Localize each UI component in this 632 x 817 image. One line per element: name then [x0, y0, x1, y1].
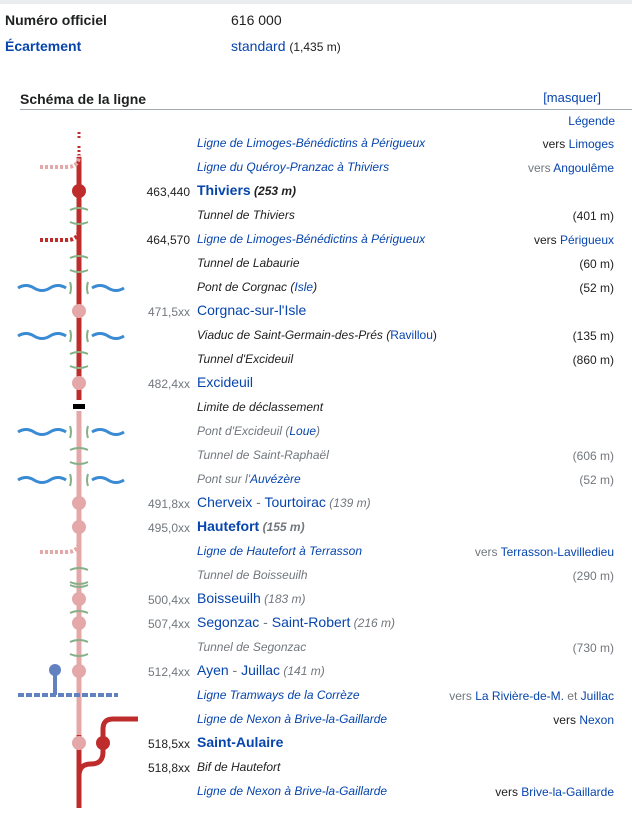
route-link[interactable]: Ligne Tramways de la Corrèze [197, 688, 360, 702]
route-link[interactable]: Excideuil [197, 374, 254, 390]
destination-link[interactable]: Juillac [580, 689, 614, 703]
route-label [197, 400, 323, 414]
route-right-info [543, 137, 614, 151]
route-link[interactable]: Loue [289, 424, 317, 438]
route-label [197, 328, 437, 342]
route-right-info [495, 785, 614, 799]
route-row [0, 492, 632, 516]
route-right-info [528, 161, 614, 175]
station-label [197, 590, 306, 606]
route-label [197, 784, 387, 798]
route-right-info [449, 689, 614, 703]
route-label [197, 160, 389, 174]
route-text: Pont sur l' [197, 472, 250, 486]
route-link[interactable]: Thiviers [197, 182, 251, 198]
route-row [0, 660, 632, 684]
route-label [197, 232, 425, 246]
km-marker: 518,8xx [147, 761, 190, 775]
km-marker: 491,8xx [147, 497, 190, 511]
route-row [0, 156, 632, 180]
route-text: (216 m) [350, 616, 396, 630]
route-link[interactable]: Auvézère [249, 472, 301, 486]
route-text: ) [432, 328, 437, 342]
route-text: Tunnel de Labaurie [197, 256, 300, 270]
right-text: vers [542, 137, 569, 151]
km-marker: 518,5xx [147, 737, 190, 751]
route-row [0, 180, 632, 204]
route-right-info [534, 233, 614, 247]
route-link[interactable]: Ligne de Limoges-Bénédictins à Périgueux [197, 136, 426, 150]
route-text: (253 m) [250, 184, 297, 198]
km-marker: 500,4xx [147, 593, 190, 607]
route-link[interactable]: Isle [294, 280, 314, 294]
right-text: (52 m) [579, 473, 614, 487]
route-row [0, 132, 632, 156]
km-marker: 495,0xx [147, 521, 190, 535]
route-row [0, 396, 632, 420]
destination-link[interactable]: Brive-la-Gaillarde [521, 785, 614, 799]
route-row [0, 300, 632, 324]
route-row [0, 228, 632, 252]
station-label [197, 182, 296, 198]
route-row [0, 252, 632, 276]
route-right-info [573, 641, 614, 655]
route-right-info [553, 713, 614, 727]
route-row [0, 684, 632, 708]
right-text: vers [553, 713, 580, 727]
km-marker: 471,5xx [147, 305, 190, 319]
km-marker: 463,440 [146, 185, 190, 199]
route-right-info [573, 449, 614, 463]
route-text: Viaduc de Saint-Germain-des-Prés ( [197, 328, 391, 342]
route-row [0, 516, 632, 540]
station-label [197, 518, 305, 534]
route-right-info [579, 257, 614, 271]
route-row [0, 276, 632, 300]
route-row [0, 540, 632, 564]
route-row [0, 612, 632, 636]
route-right-info [573, 569, 614, 583]
route-row [0, 372, 632, 396]
right-text: vers [527, 161, 554, 175]
ecartement-value [231, 35, 341, 58]
route-text: (139 m) [325, 496, 371, 510]
route-right-info [573, 329, 614, 343]
right-text: (52 m) [579, 281, 614, 295]
route-text: - [259, 614, 272, 630]
km-marker: 512,4xx [147, 665, 190, 679]
numero-value: 616 000 [231, 12, 282, 28]
route-label [197, 208, 295, 222]
destination-link[interactable]: Nexon [579, 713, 614, 727]
route-link[interactable]: Ligne de Hautefort à Terrasson [197, 544, 362, 558]
destination-link[interactable]: Limoges [568, 137, 614, 151]
route-row [0, 732, 632, 756]
route-link[interactable]: Saint-Robert [271, 614, 351, 630]
destination-link[interactable]: La Rivière-de-M. [475, 689, 564, 703]
route-row [0, 348, 632, 372]
route-text: Tunnel d'Excideuil [197, 352, 294, 366]
route-label [197, 544, 362, 558]
route-link[interactable]: Ayen [197, 662, 229, 678]
station-label [197, 374, 253, 390]
right-text: (290 m) [572, 569, 614, 583]
route-row [0, 204, 632, 228]
destination-link[interactable]: Périgueux [559, 233, 614, 247]
route-text: (155 m) [259, 520, 305, 534]
route-label [197, 472, 301, 486]
route-row [0, 780, 632, 804]
station-label [197, 302, 306, 318]
route-text: Tunnel de Boisseuilh [197, 568, 308, 582]
route-text: Pont de Corgnac ( [197, 280, 295, 294]
route-link[interactable]: Ligne de Nexon à Brive-la-Gaillarde [197, 784, 388, 798]
route-link[interactable]: Corgnac-sur-l'Isle [197, 302, 307, 318]
legende-link[interactable]: Légende [568, 114, 615, 128]
route-text: ) [313, 280, 318, 294]
route-right-info [573, 353, 614, 367]
route-row [0, 444, 632, 468]
route-link[interactable]: Boisseuilh [197, 590, 261, 606]
station-label [197, 662, 325, 678]
km-marker: 464,570 [146, 233, 190, 247]
route-link[interactable]: Ligne de Limoges-Bénédictins à Périgueux [197, 232, 426, 246]
route-text: Tunnel de Saint-Raphaël [197, 448, 329, 462]
route-text: (183 m) [260, 592, 306, 606]
right-text: vers [495, 785, 522, 799]
standard-link[interactable]: standard [231, 38, 286, 54]
route-label [197, 448, 329, 462]
right-text: (60 m) [579, 257, 614, 271]
route-text: - [252, 494, 265, 510]
ecartement-extra: (1,435 m) [289, 40, 341, 54]
route-row [0, 636, 632, 660]
route-label [197, 256, 300, 270]
route-row [0, 324, 632, 348]
right-text: (401 m) [572, 209, 614, 223]
route-right-info [573, 209, 614, 223]
station-label [197, 494, 371, 510]
right-text: (730 m) [572, 641, 614, 655]
route-label [197, 568, 308, 582]
route-link[interactable]: Ligne du Quéroy-Pranzac à Thiviers [197, 160, 390, 174]
right-text: vers [449, 689, 476, 703]
route-label [197, 688, 360, 702]
route-row [0, 708, 632, 732]
right-text: (606 m) [572, 449, 614, 463]
route-link[interactable]: Tourtoirac [264, 494, 326, 510]
route-text: Bif de Hautefort [197, 760, 281, 774]
destination-link[interactable]: Angoulême [553, 161, 614, 175]
route-text: - [228, 662, 242, 678]
route-row [0, 588, 632, 612]
destination-link[interactable]: Terrasson-Lavilledieu [500, 545, 614, 559]
route-text: Tunnel de Thiviers [197, 208, 295, 222]
route-text: Limite de déclassement [197, 400, 324, 414]
route-text: Pont d'Excideuil ( [197, 424, 290, 438]
route-link[interactable]: Cherveix [197, 494, 253, 510]
route-label [197, 760, 280, 774]
route-link[interactable]: Ligne de Nexon à Brive-la-Gaillarde [197, 712, 388, 726]
route-link[interactable]: Ravillou [390, 328, 433, 342]
route-text: ) [316, 424, 321, 438]
route-label [197, 640, 306, 654]
route-row [0, 420, 632, 444]
route-link[interactable]: Hautefort [197, 518, 260, 534]
masquer-link[interactable]: [masquer] [543, 90, 601, 105]
route-label [197, 280, 317, 294]
station-label [197, 614, 395, 630]
route-link[interactable]: Saint-Aulaire [197, 734, 284, 750]
ecartement-link[interactable]: Écartement [5, 38, 82, 54]
right-text: (135 m) [572, 329, 614, 343]
route-right-info [579, 281, 614, 295]
numero-label: Numéro officiel [5, 12, 107, 28]
schema-title: Schéma de la ligne [20, 91, 147, 107]
route-label [197, 424, 320, 438]
route-row [0, 564, 632, 588]
right-text: et [563, 689, 581, 703]
km-marker: 507,4xx [147, 617, 190, 631]
route-link[interactable]: Segonzac [197, 614, 260, 630]
route-right-info [579, 473, 614, 487]
route-right-info [475, 545, 614, 559]
route-text: (141 m) [280, 664, 325, 678]
km-marker: 482,4xx [147, 377, 190, 391]
right-text: (860 m) [572, 353, 614, 367]
right-text: vers [474, 545, 501, 559]
route-label [197, 136, 425, 150]
route-link[interactable]: Juillac [241, 662, 281, 678]
right-text: vers [533, 233, 560, 247]
route-row [0, 468, 632, 492]
station-label [197, 734, 283, 750]
route-text: Tunnel de Segonzac [197, 640, 307, 654]
route-label [197, 712, 387, 726]
route-label [197, 352, 293, 366]
route-row [0, 756, 632, 780]
